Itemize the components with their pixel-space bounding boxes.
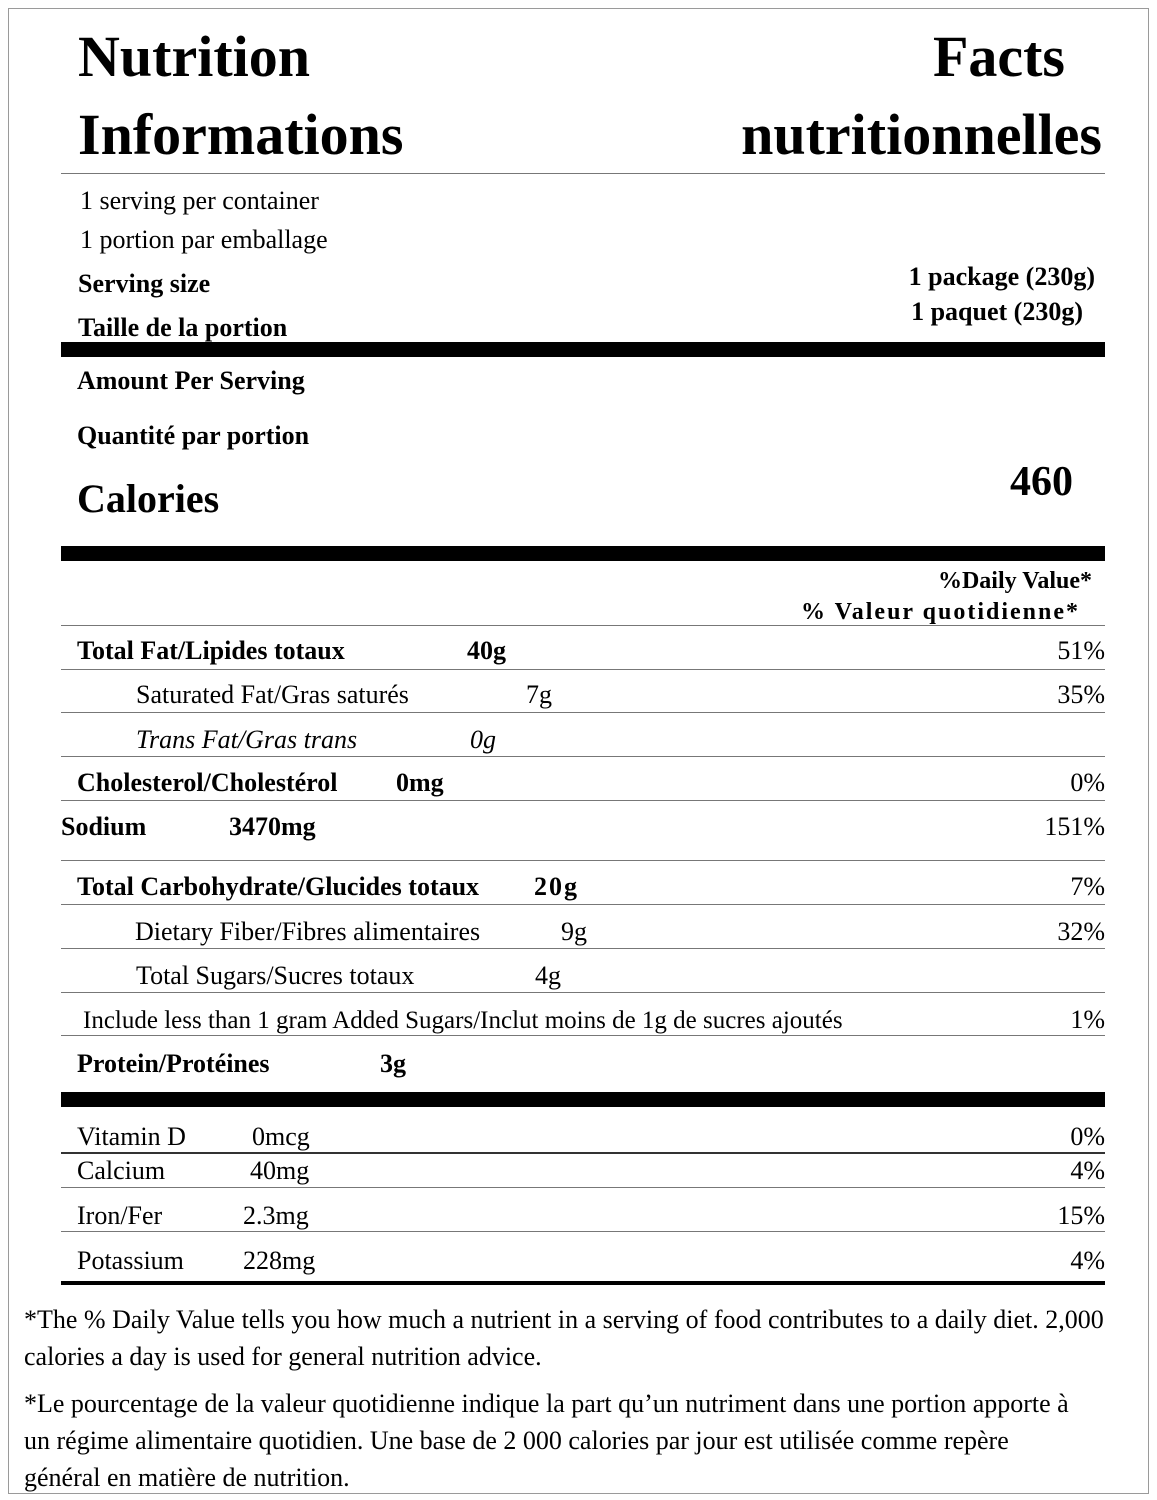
nutrient-name: Protein/Protéines — [77, 1049, 270, 1078]
serving-size-label-fr: Taille de la portion — [78, 313, 288, 342]
amount-per-serving-fr: Quantité par portion — [77, 421, 310, 450]
thick-divider — [61, 1092, 1105, 1107]
footnote-fr: *Le pourcentage de la valeur quotidienne indique la part qu’un nutriment dans une portion apporte à un régime alimentaire quotidien. Une base de 2 000 calories par jour est utilisée comme repère général en matière de nutrition. — [24, 1389, 1069, 1492]
vitamin-amount: 2.3mg — [243, 1201, 309, 1230]
divider — [61, 1231, 1105, 1232]
vitamin-name: Potassium — [77, 1246, 184, 1275]
nutrient-name: Sodium — [61, 812, 147, 841]
title-fr-line1: Facts — [932, 24, 1065, 89]
title-fr-line2: nutritionnelles — [741, 102, 1102, 167]
divider — [61, 992, 1105, 993]
calories-value: 460 — [1010, 459, 1073, 505]
nutrient-dv: 35% — [1057, 680, 1105, 709]
divider — [61, 860, 1105, 861]
nutrient-dv: 151% — [1044, 812, 1105, 841]
title-en-line1: Nutrition — [78, 24, 310, 89]
title-en-line2: Informations — [78, 102, 404, 167]
nutrient-name: Saturated Fat/Gras saturés — [136, 680, 409, 709]
divider — [61, 904, 1105, 905]
amount-per-serving-en: Amount Per Serving — [77, 366, 305, 395]
serving-size-value-en: 1 package (230g) — [908, 262, 1095, 291]
nutrient-amount: 4g — [535, 961, 561, 990]
divider — [61, 756, 1105, 757]
nutrient-name: Trans Fat/Gras trans — [136, 725, 358, 754]
vitamin-amount: 40mg — [250, 1156, 310, 1185]
nutrient-amount: 0mg — [396, 768, 444, 797]
nutrient-amount: 0g — [470, 725, 496, 754]
vitamin-dv: 4% — [1070, 1246, 1105, 1275]
vitamin-dv: 4% — [1070, 1156, 1105, 1185]
vitamin-amount: 0mcg — [252, 1122, 310, 1151]
vitamin-amount: 228mg — [243, 1246, 316, 1275]
nutrient-amount: 3g — [380, 1049, 406, 1078]
serving-size-label-en: Serving size — [78, 269, 211, 298]
nutrient-name: Total Carbohydrate/Glucides totaux — [77, 872, 480, 901]
vitamin-dv: 0% — [1070, 1122, 1105, 1151]
nutrient-amount: 7g — [526, 680, 552, 709]
nutrient-amount: 40g — [467, 636, 506, 665]
servings-per-container-en: 1 serving per container — [80, 186, 319, 215]
nutrient-dv: 51% — [1057, 636, 1105, 665]
vitamin-name: Vitamin D — [77, 1122, 186, 1151]
nutrient-name: Total Fat/Lipides totaux — [77, 636, 345, 665]
serving-size-value-fr: 1 paquet (230g) — [911, 297, 1083, 326]
nutrient-amount: 9g — [561, 917, 587, 946]
nutrient-amount: 20g — [534, 872, 579, 901]
nutrient-dv: 0% — [1070, 768, 1105, 797]
nutrient-name: Cholesterol/Cholestérol — [77, 768, 338, 797]
nutrient-dv: 1% — [1070, 1005, 1105, 1034]
divider — [61, 1187, 1105, 1188]
vitamin-dv: 15% — [1057, 1201, 1105, 1230]
nutrient-amount: 3470mg — [229, 812, 316, 841]
divider — [61, 800, 1105, 801]
vitamin-name: Iron/Fer — [77, 1201, 163, 1230]
divider — [61, 173, 1105, 174]
nutrient-name: Include less than 1 gram Added Sugars/Inclut moins de 1g de sucres ajoutés — [83, 1007, 843, 1034]
divider — [61, 1035, 1105, 1036]
calories-label: Calories — [77, 476, 220, 521]
divider — [61, 1152, 1105, 1154]
nutrient-name: Dietary Fiber/Fibres alimentaires — [135, 917, 481, 946]
daily-value-header-fr: % Valeur quotidienne* — [801, 599, 1080, 625]
nutrient-name: Total Sugars/Sucres totaux — [136, 961, 415, 990]
divider — [61, 948, 1105, 949]
bottom-rule — [61, 1281, 1105, 1285]
vitamin-name: Calcium — [77, 1156, 166, 1185]
servings-per-container-fr: 1 portion par emballage — [80, 225, 328, 254]
thick-divider — [61, 546, 1105, 561]
divider — [61, 669, 1105, 670]
divider — [61, 625, 1105, 626]
footnote-en: *The % Daily Value tells you how much a nutrient in a serving of food contributes to a daily diet. 2,000 calories a day is used for general nutrition advice. — [24, 1305, 1104, 1371]
daily-value-header-en: %Daily Value* — [937, 568, 1092, 594]
nutrient-dv: 7% — [1070, 872, 1105, 901]
divider — [61, 712, 1105, 713]
nutrient-dv: 32% — [1057, 917, 1105, 946]
thick-divider — [61, 342, 1105, 357]
